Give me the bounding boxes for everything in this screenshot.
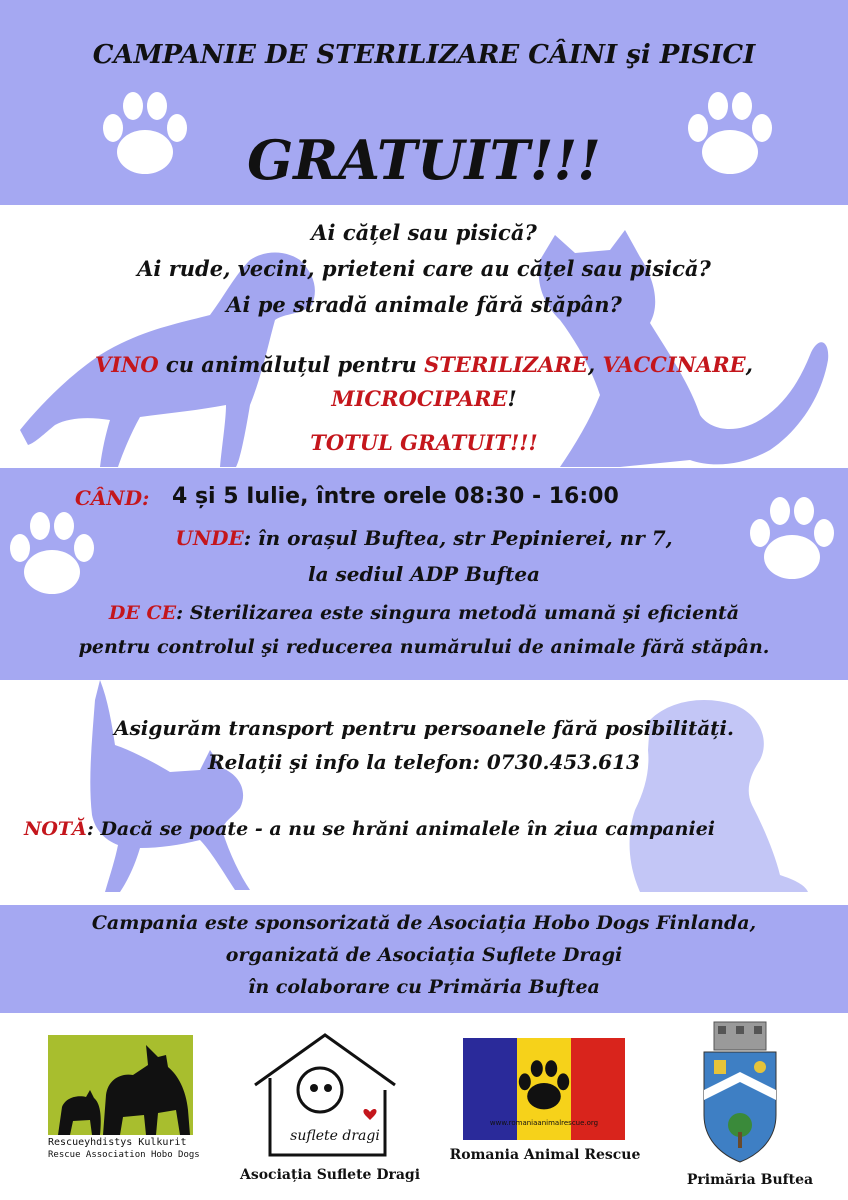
question-1: Ai cățel sau pisică? (311, 220, 537, 245)
invite-comma-1: , (587, 352, 603, 377)
phone-text: Relații şi info la telefon: 0730.453.613 (208, 750, 640, 774)
invite-middle: cu animăluțul pentru (158, 352, 425, 377)
buftea-coat-of-arms (700, 1020, 780, 1165)
invite-line-2 (0, 386, 848, 411)
cat-dog-silhouette-bottom (0, 680, 848, 905)
cand-value: 4 și 5 Iulie, între orele 08:30 - 16:00 (172, 484, 619, 509)
dece-value: : Sterilizarea este singura metodă umană şi eficientă (176, 602, 740, 624)
nota-label: NOTĂ (24, 818, 87, 840)
sponsor-line-3: în colaborare cu Primăria Buftea (248, 976, 600, 998)
paw-icon (95, 90, 195, 180)
invite-line-1 (0, 352, 848, 377)
unde-label: UNDE (175, 526, 244, 550)
invite-comma-2: , (745, 352, 753, 377)
sponsor-line-2: organizată de Asociația Suflete Dragi (225, 944, 623, 966)
transport-text: Asigurăm transport pentru persoanele fără posibilități. (114, 716, 734, 740)
totul-gratuit: TOTUL GRATUIT!!! (310, 430, 538, 455)
paw-icon (2, 500, 102, 610)
rar-url: www.romaniaanimalrescue.org (489, 1119, 599, 1127)
unde-value: : în orașul Buftea, str Pepinierei, nr 7, (243, 526, 673, 550)
sponsor-line-1: Campania este sponsorizată de Asociația Hobo Dogs Finlanda, (91, 912, 757, 934)
hobo-line-1: Rescueyhdistys Kulkurit (48, 1137, 187, 1148)
hobo-dogs-logo (48, 1035, 193, 1135)
hobo-line-2: Rescue Association Hobo Dogs (48, 1150, 200, 1160)
dog-cat-icon (48, 1035, 193, 1135)
nota-value: : Dacă se poate - a nu se hrăni animalele în ziua campaniei (86, 818, 716, 840)
sterilizare-text: STERILIZARE (424, 352, 588, 377)
suflete-dragi-logo (250, 1030, 400, 1160)
dece-line-2: pentru controlul şi reducerea numărului de animale fără stăpân. (78, 636, 770, 658)
microcipare-text: MICROCIPARE (331, 386, 508, 411)
unde-line (0, 526, 848, 550)
paw-icon (680, 90, 780, 180)
question-2: Ai rude, vecini, prieteni care au cățel sau pisică? (137, 256, 711, 281)
unde-line-2: la sediul ADP Buftea (307, 562, 541, 586)
rar-caption: Romania Animal Rescue (449, 1147, 641, 1163)
page-title: CAMPANIE DE STERILIZARE CÂINI şi PISICI (92, 40, 756, 70)
cand-label: CÂND: (75, 486, 150, 510)
suflete-logo-text: suflete dragi (290, 1128, 380, 1144)
vino-text: VINO (95, 352, 159, 377)
suflete-caption: Asociația Suflete Dragi (239, 1167, 421, 1183)
invite-excl: ! (507, 386, 517, 411)
page-subtitle: GRATUIT!!! (247, 128, 601, 192)
buftea-caption: Primăria Buftea (686, 1172, 814, 1188)
nota-line (24, 818, 848, 840)
vaccinare-text: VACCINARE (602, 352, 746, 377)
dece-label: DE CE (108, 602, 177, 624)
dece-line (0, 602, 848, 624)
question-3: Ai pe stradă animale fără stăpân? (226, 292, 622, 317)
paw-icon (514, 1058, 574, 1114)
